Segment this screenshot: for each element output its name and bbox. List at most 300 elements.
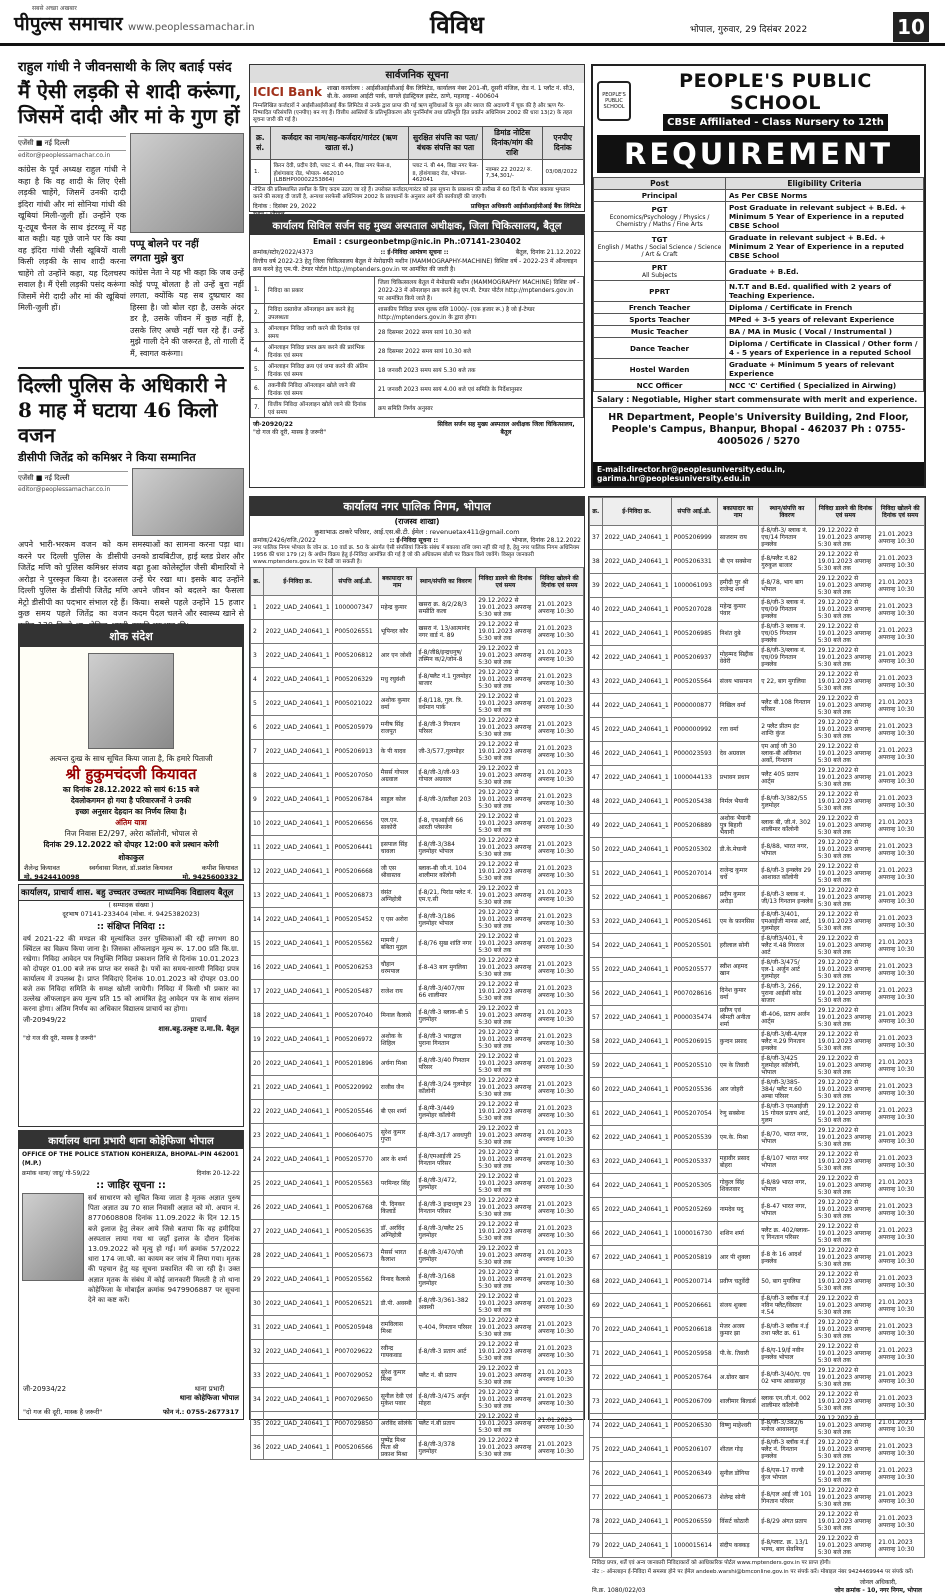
job-post-title: French Teacher [628,303,691,312]
tender-open-date: 21.01.2023 अपरान्ह 10:30 [876,982,925,1006]
grid-cell: 2022_UAD_240641_1 [263,1436,332,1460]
grid-cell: मेजर अजय कुमार झा [717,1318,758,1342]
grid-col-header: स्थान/संपत्ति का विवरण [759,498,816,526]
grid-cell: P005207014 [671,862,717,886]
grid-cell: P005207028 [671,598,717,622]
job-post-subjects: English / Maths / Social Science / Science / Art & Craft [597,244,722,258]
icici-date: दिनांक : दिसंबर 29, 2022 [253,203,317,210]
grid-cell: P005206915 [671,1030,717,1054]
tender-open-date: 21.01.2023 अपरान्ह 10:30 [535,1388,583,1412]
table-row [251,740,584,764]
grid-cell: दिनेश कुमार वर्मा [717,982,758,1006]
grid-cell: 2022_UAD_240641_1 [602,646,671,670]
notice-heading: :: संक्षिप्त निविदा :: [96,922,166,932]
betul-school-notice [18,884,244,1127]
civil-cell: क्रय समिति निर्णय अनुसार [375,399,584,418]
nagar-nigam-tender [249,496,585,1458]
notice-sig2: शास.बहु.उत्कृष्ट उ.मा.वि. बैतूल [158,1025,239,1033]
grid-cell: 2022_UAD_240641_1 [602,1078,671,1102]
grid-col-header: बकायादार का नाम [717,498,758,526]
grid-col-header: संपत्ति आई.डी. [332,568,378,596]
grid-cell: कुन्दन प्रसाद [717,1030,758,1054]
grid-cell: ई-8/जी-3/24 गुलमोहर कॉलोनी [416,1076,476,1100]
grid-cell: 2022_UAD_240641_1 [602,742,671,766]
tender-submit-date: 29.12.2022 से 19.01.2023 अपरान्ह 5:30 बजे तक [815,790,875,814]
grid-cell: 72 [590,1366,603,1390]
grid-cell: ई-8/जी-3/प्रतीक्षा 203 [416,788,476,812]
notice-slogan: "दो गज की दूरी, मास्क है जरूरी" [23,1035,97,1042]
tender-submit-date: 29.12.2022 से 19.01.2023 अपरान्ह 5:30 बजे तक [476,884,536,908]
family-phone-1: मो. 9424410098 [24,873,80,881]
grid-cell: 40 [590,598,603,622]
tender-open-date: 21.01.2023 अपरान्ह 10:30 [876,790,925,814]
grid-cell: 69 [590,1294,603,1318]
grid-cell: 38 [590,550,603,574]
tender-open-date: 21.01.2023 अपरान्ह 10:30 [535,692,583,716]
grid-cell: ई-8/89 भारत नगर, भोपाल [759,1174,816,1198]
grid-cell: ई-8-47 भारत नगर, भोपाल [759,1198,816,1222]
table-row [251,788,584,812]
job-post-title: Principal [641,191,678,200]
hr-email[interactable]: E-mail:director.hr@peoplesuniversity.edu.in, garima.hr@peoplesuniversity.edu.in [593,462,924,486]
grid-cell: देव अग्रवाल [717,742,758,766]
grid-cell: 26 [251,1196,264,1220]
tender-open-date: 21.01.2023 अपरान्ह 10:30 [876,1126,925,1150]
grid-cell: P005206559 [671,1510,717,1534]
tender-open-date: 21.01.2023 अपरान्ह 10:30 [876,1534,925,1558]
tender-submit-date: 29.12.2022 से 19.01.2023 अपरान्ह 5:30 बजे तक [815,814,875,838]
grid-col-header: ई-निविदा क्र. [602,498,671,526]
grid-cell: साहुल कोल [378,788,416,812]
grid-cell: 3 [251,644,264,668]
tender-open-date: 21.01.2023 अपरान्ह 10:30 [876,1270,925,1294]
grid-cell: बी एस शर्मा [378,1100,416,1124]
grid-cell: 2022_UAD_240641_1 [602,1438,671,1462]
tender-submit-date: 29.12.2022 से 19.01.2023 अपरान्ह 5:30 बजे तक [815,982,875,1006]
tender-submit-date: 29.12.2022 से 19.01.2023 अपरान्ह 5:30 बजे तक [476,1076,536,1100]
icici-banner: सार्वजनिक सूचना [250,65,584,83]
grid-col-header: निविदा डालने की दिनांक एवं समय [476,568,536,596]
table-row [251,1148,584,1172]
grid-cell: P005205536 [671,1078,717,1102]
grid-cell: ब्लाक-बी जी.नं. 104 शालीमार कॉलोनी [416,860,476,884]
grid-cell: 2022_UAD_240641_1 [602,910,671,934]
story2-body-2: समस्याओं का सामना करना पड़ा था। उनको डायबिटीज, हाई ब्लड प्रेशर और बढ़ा हुआ कोलेस्ट्रॉल जैसी बीमारियों ने उन्हें घेर रखा था। इसके बाद उन्होंने अपने जीवन को बदलने का फैसला किया। सबसे पहले उन्होंने 15 हजार कदम पैदल चलने और स्वास्थ्य खाने से [132,540,244,618]
grid-cell: ई-8/107 भारत नगर भोपाल [759,1150,816,1174]
grid-cell: 2022_UAD_240641_1 [263,1196,332,1220]
nagar-address: कुशाभाऊ ठाकरे परिसर, आई.एस.बी.टी. ईमेल : revenuetax411@gmail.com [314,528,520,536]
site-url[interactable]: www.peoplessamachar.in [128,22,255,33]
tender-open-date: 21.01.2023 अपरान्ह 10:30 [535,668,583,692]
grid-cell: 21 [251,1076,264,1100]
tender-submit-date: 29.12.2022 से 19.01.2023 अपरान्ह 5:30 बजे तक [815,1198,875,1222]
grid-cell: 77 [590,1486,603,1510]
grid-cell: 2022_UAD_240641_1 [263,644,332,668]
grid-cell: 2022_UAD_240641_1 [263,596,332,620]
civil-cell: जिला चिकित्सालय बैतूल में मेमोग्राफी मशीन (MAMMOGRAPHY MACHINE) विशिष्ट वर्ष - 2022-23 में ऑनलाइन क्रय करने हेतु एम.पी. टेण्डर पोर्टल http://mptenders.gov.in पर आमंत्रित किये जाते हैं। [375,277,584,304]
grid-cell: 33 [251,1364,264,1388]
grid-cell: 2022_UAD_240641_1 [263,860,332,884]
tender-open-date: 21.01.2023 अपरान्ह 10:30 [876,1510,925,1534]
table-row [590,694,925,718]
deceased-name: श्री हुकुमचंदजी कियावत [65,765,197,783]
grid-cell: अशोक भैयानी पुत्र बिहारी भैयानी [717,814,758,838]
tender-submit-date: 29.12.2022 से 19.01.2023 अपरान्ह 5:30 बजे तक [815,1294,875,1318]
grid-cell: 4 [251,668,264,692]
civil-title: कार्यालय सिविल सर्जन सह मुख्य अस्पताल अधीक्षक, जिला चिकित्सालय, बैतूल [250,215,584,235]
civil-row [251,380,584,399]
tender-open-date: 21.01.2023 अपरान्ह 10:30 [876,1318,925,1342]
icici-cell: किरन देवी, प्रदीप देवी, प्लाट नं. बी 44, विद्या नगर फेस-II, होशंगाबाद रोड, भोपाल- 462010 (LBBHP00002253864) [270,160,409,185]
family-member-3: कपीश कियावत [201,864,238,872]
tender-submit-date: 29.12.2022 से 19.01.2023 अपरान्ह 5:30 बजे तक [476,1028,536,1052]
tender-open-date: 21.01.2023 अपरान्ह 10:30 [876,1078,925,1102]
grid-cell: ई-8/जी-3 ब्लाक नं. एच/09 गिनतान इन्क्लेव [759,598,816,622]
grid-cell: 2022_UAD_240641_1 [263,956,332,980]
story2-body: अपने भारी-भरकम वजन को कम करने पर दिल्ली पुलिस के डीसीपी जितेंद्र मणि को पुलिस कमिश्नर संजय अरोड़ा ने पुरस्कृत किया है। दरअसल दिल्ली पुलिस के डीसीपी जितेंद्र मणि मेट्रो डीसीपी का पदभार संभाल रहे हैं। कुछ समय पहले जितेंद्र का वजन [18,540,128,618]
job-post [594,202,726,232]
grid-cell: संजय शुक्ला [717,1294,758,1318]
tender-submit-date: 29.12.2022 से 19.01.2023 अपरान्ह 5:30 बजे तक [815,1318,875,1342]
grid-cell: निर्मल भैयानी [717,790,758,814]
grid-col-header: निविदा डालने की दिनांक एवं समय [815,498,875,526]
grid-cell: फ्लैट नं.बी प्रताप [416,1412,476,1436]
grid-cell: 70 [590,1318,603,1342]
grid-cell: ए एस अरोरा [378,908,416,932]
grid-cell: मामनी / बबिता मुद्गल [378,932,416,956]
job-eligibility: BA / MA in Music ( Vocal / Instrumental ) [726,326,924,338]
tender-open-date: 21.01.2023 अपरान्ह 10:30 [535,836,583,860]
table-row [590,1318,925,1342]
police-ref-date: दिनांक 20-12-22 [196,1170,240,1177]
logo-tagline: सबसे अच्छा अखबार [32,5,77,12]
grid-cell: 2022_UAD_240641_1 [263,908,332,932]
grid-cell: एम के फ़ानसिस [717,910,758,934]
table-row [590,1030,925,1054]
table-row [590,838,925,862]
grid-cell: 55 [590,958,603,982]
grid-cell: ई-8/प्लाट. क्र. 13/1 भाग्य, बाग सेवनिया [759,1534,816,1558]
obituary-line1: का दिनांक 28.12.2022 को सायं 6:15 बजे [62,785,200,794]
job-post [594,262,726,281]
grid-cell: रवीन्द्र गायकवाड [378,1340,416,1364]
grid-cell: 1000007347 [332,596,378,620]
tender-submit-date: 29.12.2022 से 19.01.2023 अपरान्ह 5:30 बजे तक [476,956,536,980]
grid-cell: P005205562 [332,1268,378,1292]
icici-col-4: एनपीए दिनांक [542,127,583,160]
job-row [594,281,924,302]
tender-submit-date: 29.12.2022 से 19.01.2023 अपरान्ह 5:30 बजे तक [476,1196,536,1220]
tender-submit-date: 29.12.2022 से 19.01.2023 अपरान्ह 5:30 बजे तक [815,1342,875,1366]
tender-open-date: 21.01.2023 अपरान्ह 10:30 [876,646,925,670]
grid-cell: 35 [251,1412,264,1436]
tender-open-date: 21.01.2023 अपरान्ह 10:30 [876,1198,925,1222]
civil-signature: सिविल सर्जन सह मुख्य अस्पताल अधीक्षक जिला चिकित्सालय, बैतूल [437,421,575,436]
grid-cell: निखिल वर्मा [717,694,758,718]
grid-cell: P005205539 [671,1126,717,1150]
hr-address: HR Department, People's University Building, 2nd Floor, People's Campus, Bhanpur, Bhopal - 462037 Ph : 0755-4005026 / 5270 [608,412,909,447]
grid-cell: 79 [590,1534,603,1558]
grid-cell: P005205979 [332,716,378,740]
grid-cell: ई-8/जी-3/361-382 अवस्थी [416,1292,476,1316]
civil-cell: 7. [251,399,265,418]
grid-cell: 13 [251,884,264,908]
grid-cell: ई-8/जी-3/382/55 गुलमोहर [759,790,816,814]
story2-headline[interactable]: दिल्ली पुलिस के अधिकारी ने 8 माह में घटाया 46 किलो वजन [18,373,227,447]
grid-cell: ई-8/76 सुख शांति नगर [416,932,476,956]
tender-open-date: 21.01.2023 अपरान्ह 10:30 [535,788,583,812]
tender-open-date: 21.01.2023 अपरान्ह 10:30 [535,620,583,644]
job-row [594,202,924,232]
job-post [594,232,726,262]
tender-submit-date: 29.12.2022 से 19.01.2023 अपरान्ह 5:30 बजे तक [476,812,536,836]
grid-cell: 2022_UAD_240641_1 [263,668,332,692]
grid-cell: 2 फ्लैट प्रीतम इंट शान्ति कुंज [759,718,816,742]
grid-cell: अर्चना मिश्रा [378,1052,416,1076]
grid-cell: 29 [251,1268,264,1292]
civil-cell: 28 दिसम्बर 2022 समय सायं 10.30 बजे [375,342,584,361]
tender-submit-date: 29.12.2022 से 19.01.2023 अपरान्ह 5:30 बजे तक [815,1054,875,1078]
tender-submit-date: 29.12.2022 से 19.01.2023 अपरान्ह 5:30 बजे तक [815,1030,875,1054]
page-number: 10 [893,12,929,42]
table-row [590,526,925,550]
obituary-intro: अत्यन्त दुःख के साथ सूचित किया जाता है, कि हमारे पिताजी [49,754,213,763]
civil-ref2: जी-20920/22 [253,421,293,428]
notice-phone: दूरभाष 07141-233404 (मोबा. नं. 9425382023) [62,910,200,918]
grid-cell: 54 [590,934,603,958]
tender-submit-date: 29.12.2022 से 19.01.2023 अपरान्ह 5:30 बजे तक [815,838,875,862]
grid-cell: P005205948 [332,1316,378,1340]
grid-cell: 2022_UAD_240641_1 [602,694,671,718]
icici-signature: प्राधिकृत अधिकारी आईसीआईसीआई बैंक लिमिटेड [470,203,581,210]
story-headline[interactable]: मैं ऐसी लड़की से शादी करूंगा, जिसमें दादी और मां के गुण हों [18,79,242,128]
grid-cell: 2022_UAD_240641_1 [263,1124,332,1148]
job-post-title: Music Teacher [630,327,689,336]
tender-submit-date: 29.12.2022 से 19.01.2023 अपरान्ह 5:30 बजे तक [476,1316,536,1340]
table-row [590,814,925,838]
grid-cell: 17 [251,980,264,1004]
grid-cell: चौहान धरमपाल [378,956,416,980]
grid-cell: 2022_UAD_240641_1 [602,838,671,862]
job-post [594,359,726,380]
tender-open-date: 21.01.2023 अपरान्ह 10:30 [535,1172,583,1196]
job-row [594,380,924,392]
tender-open-date: 21.01.2023 अपरान्ह 10:30 [535,1148,583,1172]
tender-open-date: 21.01.2023 अपरान्ह 10:30 [876,694,925,718]
tender-open-date: 21.01.2023 अपरान्ह 10:30 [876,598,925,622]
masthead-logo[interactable]: पीपुल्स समाचार [14,13,123,35]
story-body-2: कांग्रेस नेता ने यह भी कहा कि जब उन्हें कोई पप्पू बोलता है तो उन्हें बुरा नहीं लगता, क्योंकि यह सब दुष्प्रचार का हिस्सा है। जो बोल रहा है, उसके अंदर डर है, उसके जीवन में कुछ नहीं है, उसके लिए अच्छे नहीं चल रहे हैं। उन्हें मुझे गाली देने की जरूरत है, तो गाली दें मैं, स्वागत करूंगा। [130,268,244,358]
grid-cell: 2022_UAD_240641_1 [602,1246,671,1270]
table-row [251,1340,584,1364]
table-row [590,790,925,814]
police-ref: जी-20934/22 [23,1385,67,1393]
grid-cell: 63 [590,1150,603,1174]
job-eligibility: Post Graduate in relevant subject + B.Ed. + Minimum 5 Year of Experience in a reputed CBSE School [726,202,924,232]
grid-cell: विंसर्ट कोठारी [717,1510,758,1534]
grid-cell: 76 [590,1462,603,1486]
grid-cell: P005206618 [671,1318,717,1342]
tender-open-date: 21.01.2023 अपरान्ह 10:30 [876,1294,925,1318]
grid-cell: ई-8/जी-3/475/एल-1 अर्जुन आर्ट गुलमोहर [759,958,816,982]
story-kicker: राहुल गांधी ने जीवनसाथी के लिए बताई पसंद [18,60,232,75]
icici-col-3: डिमांड नोटिस दिनांक/मांग की राशि [482,127,542,160]
icici-cell: 03/08/2022 [542,160,583,185]
grid-cell: 15 [251,932,264,956]
grid-cell: मैसर्स गोपाल अग्रवाल [378,764,416,788]
tender-submit-date: 29.12.2022 से 19.01.2023 अपरान्ह 5:30 बजे तक [476,668,536,692]
table-row [590,1294,925,1318]
grid-cell: ई-8, एचआईजी 66 आरती प्लेसजेन [416,812,476,836]
grid-cell: के पी यादव [378,740,416,764]
grid-cell: जी-3/577,गुलमोहर [416,740,476,764]
grid-cell: अरविंद सोलंके [378,1412,416,1436]
grid-cell: 2022_UAD_240641_1 [263,1268,332,1292]
grid-cell: 2022_UAD_240641_1 [602,1414,671,1438]
grid-cell: 2022_UAD_240641_1 [602,1462,671,1486]
grid-cell: 41 [590,622,603,646]
shokakul-label: शोकाकुल [118,853,144,862]
grid-header-row [590,498,925,526]
tender-submit-date: 29.12.2022 से 19.01.2023 अपरान्ह 5:30 बजे तक [815,1510,875,1534]
table-row [590,646,925,670]
grid-cell: फ्लैट क्र. 402/ब्लाक-ए गिनतान परिसर [759,1222,816,1246]
grid-cell: ई-8/जी-3 ब्लॉक नं.ई नविन फ्लैट/विस्तार नं.54 [759,1294,816,1318]
grid-cell: ई-8/जी8/इन्द्रधनुष/तस्मिन क/2/जोन-8 [416,644,476,668]
job-eligibility: Graduate in relevant subject + B.Ed. + Minimum 2 Year of Experience in a reputed CBSE School [726,232,924,262]
table-row [590,1150,925,1174]
nagar-date: भोपाल, दिनांक 28.12.2022 [511,537,581,544]
notice-body: वर्ष 2021-22 की मण्डल की मूल्यांकित उत्तर पुस्तिकाओं की रद्दी लगभग 80 क्विंटल का विक्रय किया जाना है। जिसका ऑफलाइन मूल्य रू. 17.00 प्रति कि.ग्रा. रखेगा। निविदा आवेदन पत्र नियुक्ति निविदा प्रकाशन तिथि से दिनांक 10.01.2023 को दोपहर 01.00 बजे तक प्राप्त कर सकते है। पत्रों का समय-सारणी निविदा प्रपत्र कार्यालय में उपलब्ध है। प्राप्त निविदाएं दिनांक 10.01.2023 को दोपहर 03.00 बजे तक निविदा समिति के समक्ष खोली जायेगी। निविदा में किसी भी प्रकार का उल्लेख ऑफलाइन क्रय मूल्य प्रति 15 को आमंत्रित हेतु आवेदन पत्र के साथ संलग्न करना होगा। अंतिम निर्णय का अधिकार विद्यालय प्राचार्य का होगा। [23,935,239,1013]
grid-cell: शालीमार बिल्डर्स [717,1390,758,1414]
grid-cell: P005205562 [332,932,378,956]
table-row [251,1124,584,1148]
tender-submit-date: 29.12.2022 से 19.01.2023 अपरान्ह 5:30 बजे तक [815,1462,875,1486]
grid-cell: 2022_UAD_240641_1 [263,932,332,956]
job-eligibility: Graduate + B.Ed. [726,262,924,281]
tender-open-date: 21.01.2023 अपरान्ह 10:30 [876,1054,925,1078]
icici-notice [249,64,585,212]
tender-open-date: 21.01.2023 अपरान्ह 10:30 [535,596,583,620]
grid-cell: 6 [251,716,264,740]
grid-cell: इसपाल सिंह चावला [378,836,416,860]
grid-cell: ई-8/जी-3 ब्लॉक नं.ई तथा फ्लैट क्र. 61 [759,1318,816,1342]
table-row [590,1222,925,1246]
grid-cell: 2022_UAD_240641_1 [263,1076,332,1100]
icici-cell: 1. [251,160,271,185]
grid-cell: मधु रघुवंशी [378,668,416,692]
grid-cell: P005206107 [671,1438,717,1462]
tender-submit-date: 29.12.2022 से 19.01.2023 अपरान्ह 5:30 बजे तक [476,1292,536,1316]
grid-cell: हमीदी पुर श्री राजेन्द्र शर्मा [717,574,758,598]
tender-submit-date: 29.12.2022 से 19.01.2023 अपरान्ह 5:30 बजे तक [476,980,536,1004]
grid-cell: ई-8/70, भारत नगर, भोपाल [759,1126,816,1150]
table-row [251,932,584,956]
table-row [251,764,584,788]
grid-cell: 2022_UAD_240641_1 [602,550,671,574]
grid-cell: ई-8/21, पिरांड फ्लेट नं. एम.ए.सी [416,884,476,908]
grid-cell: महावीर प्रसाद बोहरा [717,1150,758,1174]
grid-cell: 2022_UAD_240641_1 [602,598,671,622]
grid-cell: P000023593 [671,742,717,766]
table-row [251,1004,584,1028]
table-row [590,1102,925,1126]
table-row [251,1268,584,1292]
school-affiliation: CBSE Affiliated - Class Nursery to 12th [663,114,888,131]
grid-cell: P007029850 [332,1412,378,1436]
tender-submit-date: 29.12.2022 से 19.01.2023 अपरान्ह 5:30 बजे तक [476,596,536,620]
police-slogan: "दो गज की दूरी, मास्क है जरूरी" [23,1408,103,1416]
grid-cell: P005206913 [332,740,378,764]
grid-cell: P005205673 [332,1244,378,1268]
job-post [594,190,726,202]
table-row [590,1198,925,1222]
grid-cell: 2022_UAD_240641_1 [263,740,332,764]
grid-cell: फ्लैट 405 प्रताप आर्ट्स [759,766,816,790]
job-row [594,326,924,338]
tender-open-date: 21.01.2023 अपरान्ह 10:30 [535,1100,583,1124]
grid-cell: P005206349 [671,1462,717,1486]
grid-cell: 1 [251,596,264,620]
civil-cell: ऑनलाइन निविदा क्रय एवं जमा करने की अंतिम दिनांक एवं समय [265,361,375,380]
table-row [590,1246,925,1270]
grid-cell: ई-8/88, भारत नगर, भोपाल [759,838,816,862]
tender-open-date: 21.01.2023 अपरान्ह 10:30 [876,1030,925,1054]
tender-submit-date: 29.12.2022 से 19.01.2023 अपरान्ह 5:30 बजे तक [476,1268,536,1292]
col-post: Post [594,178,726,190]
grid-cell: 2022_UAD_240641_1 [602,886,671,910]
grid-cell: ब्लाक बी, जी.नं. 302 शालीमार कॉलोनी [759,814,816,838]
grid-cell: P005205546 [332,1100,378,1124]
grid-cell: ई-8/जी-3/ ब्लाक नं. एच/14 गिनतान इन्क्लेव [759,526,816,550]
grid-cell: भूपिन्दर कौर [378,620,416,644]
grid-cell: अ.ग्रोवर खान [717,1366,758,1390]
grid-cell: 20 [251,1052,264,1076]
tender-submit-date: 29.12.2022 से 19.01.2023 अपरान्ह 5:30 बजे तक [476,908,536,932]
nagar-table-left [250,567,584,1460]
tender-submit-date: 29.12.2022 से 19.01.2023 अपरान्ह 5:30 बजे तक [476,1220,536,1244]
grid-col-header: निविदा खोलने की दिनांक एवं समय [876,498,925,526]
grid-cell: 2022_UAD_240641_1 [602,1390,671,1414]
grid-cell: 2022_UAD_240641_1 [263,1388,332,1412]
story2-byline: एजेंसी ■ नई दिल्ली [18,471,128,486]
nagar-intro: नगर पालिक निगम भोपाल के जोन क्र. 10 वार्ड क्र. 50 के अंतर्गत ऐसी संपत्तियां जिनके संबंध में बकाया राशि जमा नहीं की गई है, हेतु नगर पालिक निगम अधिनियम 1956 की धारा 179 (2) के अधीन विक्रय हेतु ई-निविदा आमंत्रित की गई है जो की अधिकतम बोली पर विक्रय किये जावेंगे। विस्तृत जानकारी www.mptenders.gov.in पर देखी जा सकती है। [253,545,580,565]
grid-cell: 2022_UAD_240641_1 [602,1270,671,1294]
tender-open-date: 21.01.2023 अपरान्ह 10:30 [535,1028,583,1052]
nagar-ref: क्रमांक/2426/राजि./2022 [253,537,316,544]
grid-cell: P007029650 [332,1388,378,1412]
tender-open-date: 21.01.2023 अपरान्ह 10:30 [876,574,925,598]
grid-cell: शशिन शर्मा [717,1222,758,1246]
grid-cell: 2022_UAD_240641_1 [263,764,332,788]
grid-cell: अशोक के शिहिल [378,1028,416,1052]
grid-cell: P005206999 [671,526,717,550]
table-row [590,1174,925,1198]
jobs-table [593,177,924,392]
yatra-time: दिनांक 29.12.2022 को दोपहर 12:00 बजे प्रस्थान करेगी [43,840,219,849]
grid-cell: 2022_UAD_240641_1 [263,620,332,644]
civil-cell: वित्तीय निविदा ऑनलाइन खोले जाने की दिनांक एवं समय [265,399,375,418]
obituary-line2: देवलोकगमन हो गया है परिवारजनों ने उनकी [70,796,192,805]
icici-col-2: सुरक्षित संपत्ति का पता/बंधक संपत्ति का पता [409,127,482,160]
tender-submit-date: 29.12.2022 से 19.01.2023 अपरान्ह 5:30 बजे तक [815,550,875,574]
story-rahul [18,60,244,677]
table-row [590,1486,925,1510]
grid-cell: 44 [590,694,603,718]
table-row [251,1436,584,1460]
nagar-foot-ref: नि.क्र. 1080/022/03 [592,1587,646,1594]
tender-submit-date: 29.12.2022 से 19.01.2023 अपरान्ह 5:30 बजे तक [815,910,875,934]
